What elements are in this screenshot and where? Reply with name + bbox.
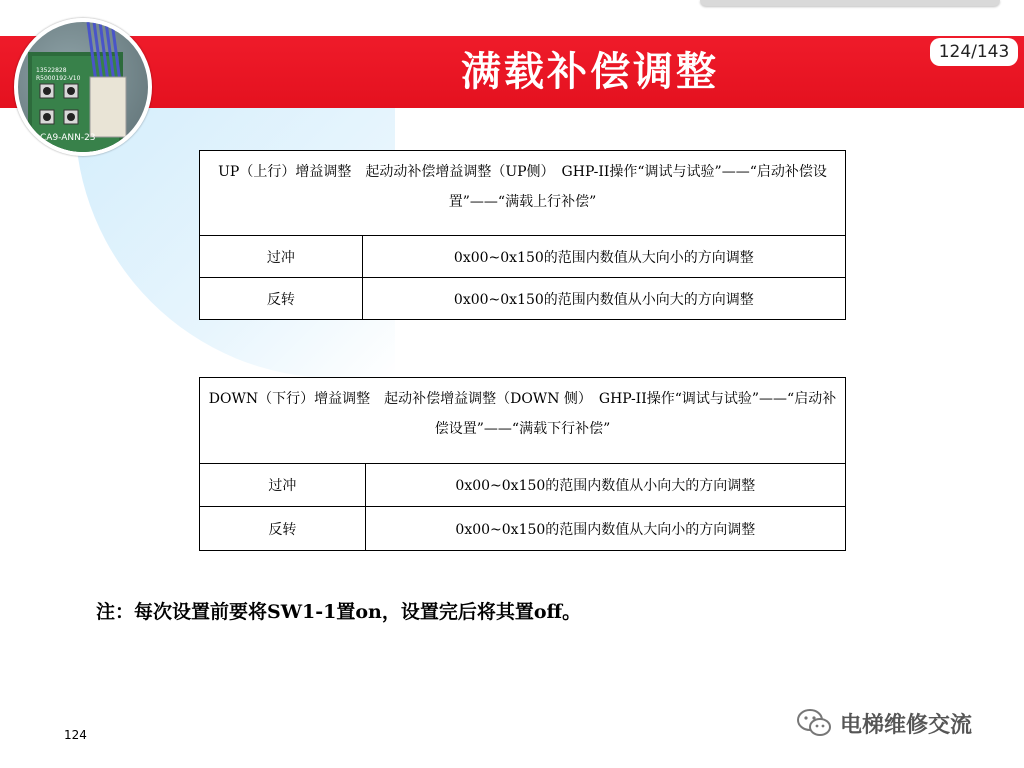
table-row xyxy=(200,464,846,507)
up-table-header: UP（上行）增益调整 起动动补偿增益调整（UP侧） GHP-II操作“调试与试验”——“启动补偿设置”——“满载上行补偿” xyxy=(200,151,846,236)
top-tab-decoration xyxy=(700,0,1000,6)
watermark-text: 电梯维修交流 xyxy=(840,712,973,738)
row-value: 0x00~0x150的范围内数值从小向大的方向调整 xyxy=(362,278,845,320)
svg-text:13522828: 13522828 xyxy=(36,67,67,74)
svg-text:R5000192-V10: R5000192-V10 xyxy=(36,75,81,82)
page-counter: 124/143 xyxy=(930,38,1018,66)
row-value: 0x00~0x150的范围内数值从大向小的方向调整 xyxy=(365,507,845,551)
slide-title: 满载补偿调整 xyxy=(461,49,719,95)
page-number: 124 xyxy=(64,728,87,742)
table-row xyxy=(200,278,846,320)
row-label: 过冲 xyxy=(200,464,366,507)
down-table-header: DOWN（下行）增益调整 起动补偿增益调整（DOWN 侧） GHP-II操作“调试与试验”——“启动补偿设置”——“满载下行补偿” xyxy=(200,378,846,464)
down-gain-table xyxy=(199,377,846,551)
table-row xyxy=(200,507,846,551)
row-label: 过冲 xyxy=(200,236,363,278)
circuit-board-photo xyxy=(14,18,152,156)
row-value: 0x00~0x150的范围内数值从小向大的方向调整 xyxy=(365,464,845,507)
up-gain-table xyxy=(199,150,846,320)
row-label: 反转 xyxy=(200,278,363,320)
note-text: 注：每次设置前要将SW1-1置on，设置完后将其置off。 xyxy=(96,601,582,623)
table-row xyxy=(200,236,846,278)
watermark xyxy=(796,706,972,740)
row-value: 0x00~0x150的范围内数值从大向小的方向调整 xyxy=(362,236,845,278)
row-label: 反转 xyxy=(200,507,366,551)
wechat-icon xyxy=(796,708,832,738)
board-label: CA9-ANN-23 xyxy=(40,133,96,143)
